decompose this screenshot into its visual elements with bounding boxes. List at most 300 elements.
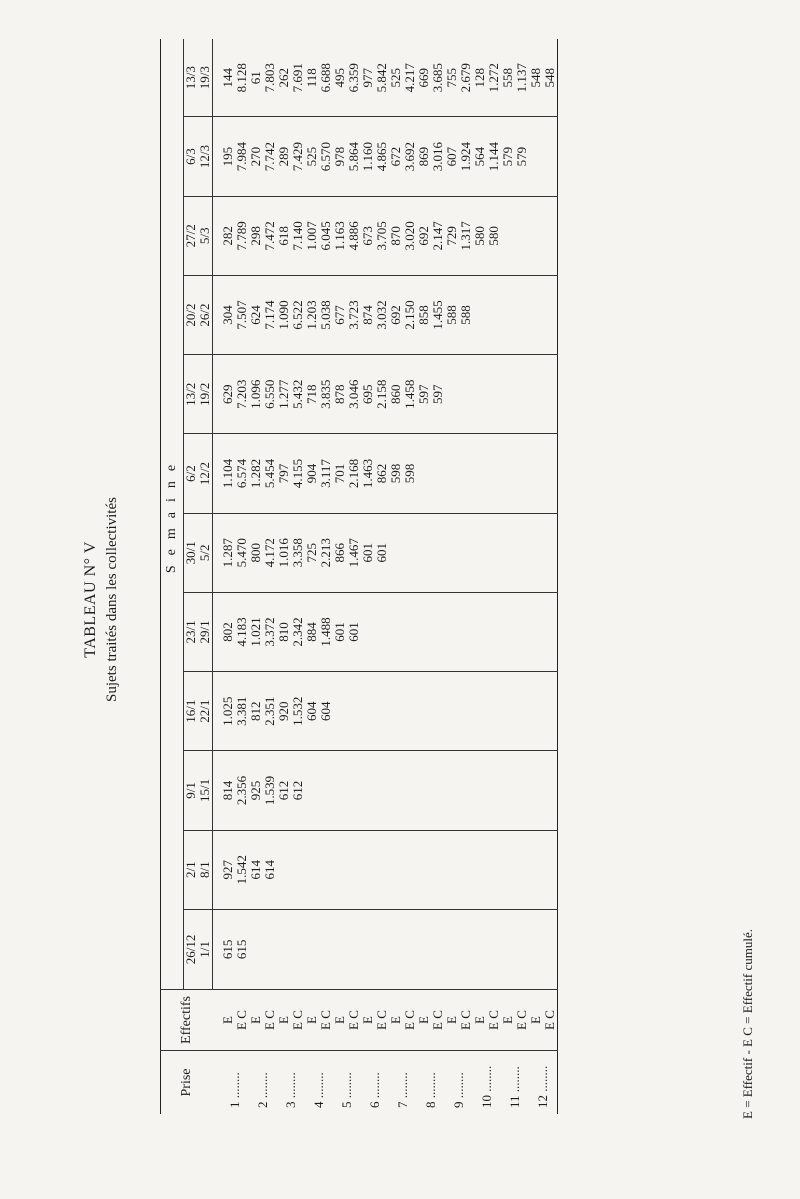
effectif-value: 677 [332,305,347,325]
table-cell [417,830,445,909]
table-cell [389,909,417,989]
cumul-value [487,831,501,909]
table-cell [277,355,305,434]
effectif-value: 718 [304,384,319,405]
footnote: E = Effectif - E C = Effectif cumulé. [740,929,755,1119]
effectif-value [529,197,543,275]
effectif-labels [473,990,501,1051]
effectif-value: 874 [360,305,375,325]
effectif-value: 878 [332,384,347,405]
cumul-value [431,593,445,671]
cumul-value [431,672,445,750]
table-cell [213,751,250,830]
table-cell [501,355,529,434]
cumul-value [403,593,417,671]
effectif-cumule-label: E C [346,1010,361,1030]
table-cell [249,117,277,196]
cumul-value: 4.155 [290,458,305,489]
effectif-value: 597 [416,384,431,405]
table-cell [277,592,305,671]
effectif-value: 692 [416,226,431,246]
effectif-value: 725 [304,543,319,563]
cumul-value [459,355,473,433]
effectif-value [529,117,543,195]
table-cell [333,117,361,196]
week-start: 9/1 [183,782,198,799]
cumul-value [459,593,473,671]
table-cell [445,355,473,434]
cumul-value [347,831,361,909]
effectif-value: 282 [220,226,235,246]
cumul-value [543,831,557,909]
cumul-value: 1.137 [514,63,529,93]
effectif-value: 128 [472,67,487,88]
cumul-value [515,355,529,433]
table-cell [473,434,501,513]
cumul-value [487,910,501,989]
table-cell [501,592,529,671]
effectif-cumule-label: E C [486,1010,501,1030]
effectif-labels [417,990,445,1051]
cumul-value: 5.842 [374,63,389,93]
effectif-labels [249,990,277,1051]
cumul-value [431,910,445,989]
cumul-value: 588 [458,305,473,325]
table-cell [389,672,417,751]
cumul-value: 2.342 [290,617,305,647]
cumul-value [319,751,333,829]
effectif-value: 1.025 [220,696,235,726]
effectif-value [529,672,543,750]
week-start: 6/2 [183,465,198,482]
effectif-value [417,672,431,750]
cumul-value [487,355,501,433]
effectif-value [445,672,459,750]
cumul-value: 3.046 [346,379,361,409]
cumul-value: 604 [318,701,333,721]
week-start: 13/2 [183,382,198,406]
effectif-cumule-label: E C [374,1010,389,1030]
table-cell [333,672,361,751]
table-cell [305,196,333,275]
table-cell [445,275,473,354]
table-cell [529,117,558,196]
cumul-value: 4.183 [234,617,249,647]
effectif-value [501,751,515,829]
cumul-value: 2.150 [402,300,417,330]
cumul-value [319,831,333,909]
effectif-value: 755 [444,67,459,88]
cumul-value [487,593,501,671]
effectif-value: 866 [332,543,347,563]
table-cell [529,275,558,354]
effectif-value: 904 [304,463,319,484]
week-start: 2/1 [183,861,198,878]
cumul-value [459,751,473,829]
effectif-value: 1.160 [360,141,375,172]
table-row [361,39,389,1114]
effectif-value: 525 [304,146,319,167]
table-cell [277,117,305,196]
table-cell [529,196,558,275]
effectif-value [277,910,291,989]
table-cell [277,751,305,830]
week-start: 13/3 [183,66,198,90]
table-cell [361,355,389,434]
effectif-label: E [248,1016,263,1024]
cumul-value: 6.688 [318,63,333,93]
cumul-value [375,831,389,909]
cumul-value: 7.429 [290,141,305,172]
table-cell [361,39,389,117]
table-cell [417,672,445,751]
week-header [184,909,213,989]
cumul-value [543,672,557,750]
effectif-value: 580 [472,226,487,246]
table-cell [389,592,417,671]
cumul-value [487,672,501,750]
week-start: 30/1 [183,541,198,565]
week-end: 19/3 [197,66,212,90]
table-cell [417,117,445,196]
cumul-value [403,514,417,592]
effectif-value [473,672,487,750]
table-cell [389,117,417,196]
week-header [184,355,213,434]
effectif-value [529,831,543,909]
cumul-value: 2.356 [234,775,249,806]
cumul-value: 1.144 [486,141,501,172]
table-cell [529,909,558,989]
cumul-value [375,672,389,750]
effectif-value [305,910,319,989]
cumul-value: 1.458 [402,379,417,409]
table-cell [417,751,445,830]
effectif-value [361,593,375,671]
cumul-value: 3.685 [430,63,445,93]
effectif-value: 195 [220,146,235,167]
cumul-value [403,751,417,829]
cumul-value [403,672,417,750]
week-header [184,196,213,275]
effectif-value [501,672,515,750]
table-cell [445,830,473,909]
effectif-label: E [332,1016,347,1024]
cumul-value: 7.789 [234,221,249,251]
cumul-value [515,276,529,354]
effectif-value: 858 [416,305,431,325]
table-cell [305,513,333,592]
effectif-cumule-label: E C [542,1010,557,1030]
table-cell [277,275,305,354]
table-cell [305,355,333,434]
week-end: 15/1 [197,778,212,803]
table-cell [305,275,333,354]
cumul-value [291,910,305,989]
effectif-value [389,751,403,829]
table-cell [333,513,361,592]
effectif-value: 615 [220,939,235,960]
table-cell [445,909,473,989]
cumul-value [459,514,473,592]
effectif-value [361,831,375,909]
effectif-value: 564 [472,146,487,167]
table-cell [473,672,501,751]
table-cell [473,355,501,434]
effectif-value: 525 [388,67,403,88]
effectif-value [501,197,515,275]
cumul-value [543,276,557,354]
cumul-value [375,910,389,989]
effectif-value: 800 [248,543,263,563]
table-cell [213,275,250,354]
week-header [184,592,213,671]
table-cell [445,513,473,592]
prise-label: 6 ........ [361,1051,389,1115]
table-cell [333,355,361,434]
effectif-label: E [472,1016,487,1024]
cumul-value [375,751,389,829]
effectif-value: 812 [248,701,263,721]
effectif-labels [305,990,333,1051]
effectif-value [361,751,375,829]
cumul-value: 2.147 [430,221,445,251]
effectif-value [529,751,543,829]
cumul-value [543,593,557,671]
cumul-value [347,751,361,829]
effectif-value: 298 [248,226,263,246]
effectif-value: 1.016 [276,538,291,568]
effectif-value: 1.096 [248,379,263,409]
cumul-value: 1.924 [458,141,473,172]
table-cell [361,592,389,671]
week-header [184,513,213,592]
cumul-value: 6.045 [318,221,333,251]
cumul-value: 5.038 [318,300,333,330]
cumul-value: 597 [430,384,445,405]
table-cell [501,275,529,354]
table-cell [389,355,417,434]
effectif-value: 870 [388,226,403,246]
prise-label: 1 ........ [213,1051,250,1115]
table-title: TABLEAU N° V [82,541,99,658]
effectif-value [501,910,515,989]
effectif-value [473,751,487,829]
table-cell [389,513,417,592]
cumul-value: 6.522 [290,300,305,330]
table-cell [529,830,558,909]
cumul-value: 2.679 [458,63,473,93]
effectif-value: 598 [388,463,403,484]
week-end: 19/2 [197,382,212,406]
table-row [445,39,473,1114]
table-cell [501,751,529,830]
effectif-value [501,831,515,909]
week-end: 12/3 [197,145,212,169]
week-header [184,39,213,117]
table-cell [249,592,277,671]
week-header-row [184,39,213,1114]
table-cell [213,196,250,275]
table-cell [529,672,558,751]
cumul-value: 7.984 [234,141,249,172]
cumul-value [487,276,501,354]
table-cell [529,513,558,592]
table-cell [501,196,529,275]
effectif-value [501,355,515,433]
table-cell [417,39,445,117]
effectif-labels [501,990,529,1051]
effectif-labels [529,990,558,1051]
effectif-value: 1.163 [332,221,347,251]
table-row [277,39,305,1114]
table-cell [277,909,305,989]
prise-label: 4 ........ [305,1051,333,1115]
cumul-value [543,514,557,592]
cumul-value: 3.835 [318,379,333,409]
table-cell [529,355,558,434]
effectif-value [305,751,319,829]
effectif-cumule-label: E C [318,1010,333,1030]
effectif-value [501,593,515,671]
effectif-value: 1.090 [276,300,291,330]
cumul-value: 862 [374,463,389,484]
effectif-value [529,514,543,592]
cumul-value: 3.372 [262,617,277,647]
table-row [249,39,277,1114]
effectif-value: 978 [332,146,347,167]
table-cell [417,275,445,354]
effectif-cumule-label: E C [514,1010,529,1030]
cumul-value [459,831,473,909]
cumul-value [487,751,501,829]
cumul-value [375,593,389,671]
table-cell [249,830,277,909]
week-start: 26/12 [183,934,198,965]
cumul-value [515,434,529,512]
prise-label: 10 ........ [473,1051,501,1115]
table-cell [417,196,445,275]
cumul-value [459,910,473,989]
cumul-value: 2.158 [374,379,389,409]
table-cell [305,830,333,909]
effectif-value [529,276,543,354]
effectif-value: 618 [276,226,291,246]
effectif-value: 701 [332,463,347,484]
cumul-value: 5.432 [290,379,305,409]
table-cell [529,39,558,117]
effectif-value [389,910,403,989]
effectif-value: 1.104 [220,458,235,489]
cumul-value: 6.574 [234,458,249,489]
table-cell [305,117,333,196]
table-cell [249,275,277,354]
effectif-value: 810 [276,622,291,642]
effectif-value: 144 [220,67,235,88]
cumul-value: 6.359 [346,63,361,93]
cumul-value [403,910,417,989]
cumul-value [543,197,557,275]
effectif-value [445,910,459,989]
effectif-value: 692 [388,305,403,325]
effectif-value [445,593,459,671]
cumul-value: 7.203 [234,379,249,409]
effectif-value: 1.021 [248,617,263,647]
table-cell [501,434,529,513]
effectif-value [305,831,319,909]
week-end: 1/1 [197,941,212,958]
table-cell [501,909,529,989]
cumul-value: 1.317 [458,221,473,251]
table-cell [473,592,501,671]
table-row [501,39,529,1114]
table-cell [417,355,445,434]
prise-label: 2 ........ [249,1051,277,1115]
prise-label: 8 ........ [417,1051,445,1115]
cumul-value: 1.467 [346,538,361,568]
table-cell [213,117,250,196]
table-row [305,39,333,1114]
table-cell [213,355,250,434]
table-cell [333,909,361,989]
effectif-value [445,514,459,592]
cumul-value: 2.213 [318,538,333,568]
table-cell [305,39,333,117]
week-start: 23/1 [183,620,198,644]
table-cell [333,592,361,671]
effectif-value: 925 [248,780,263,801]
cumul-value: 6.550 [262,379,277,409]
effectif-value [389,593,403,671]
cumul-value: 7.507 [234,300,249,330]
table-cell [213,434,250,513]
table-cell [473,39,501,117]
week-header [184,830,213,909]
effectif-value [417,593,431,671]
effectif-labels [389,990,417,1051]
cumul-value: 1.542 [234,855,249,885]
cumul-value: 598 [402,463,417,484]
effectif-label: E [360,1016,375,1024]
cumul-value: 2.168 [346,458,361,489]
effectif-value [417,434,431,512]
effectif-value: 601 [360,543,375,563]
table-cell [473,513,501,592]
effectif-value: 558 [500,67,515,88]
cumul-value: 7.742 [262,141,277,172]
effectif-value: 669 [416,67,431,88]
effectif-value [333,831,347,909]
effectif-cumule-label: E C [430,1010,445,1030]
table-cell [333,830,361,909]
cumul-value: 579 [514,146,529,167]
effectif-value [473,910,487,989]
effectif-value: 673 [360,226,375,246]
effectif-label: E [528,1016,543,1024]
week-start: 6/3 [183,148,198,165]
week-header [184,751,213,830]
table-cell [501,672,529,751]
cumul-value [515,514,529,592]
table-cell [445,39,473,117]
table-cell [389,39,417,117]
effectif-value: 729 [444,226,459,246]
week-header [184,434,213,513]
effectif-value: 262 [276,67,291,88]
week-end: 8/1 [197,861,212,878]
cumul-value: 7.691 [290,63,305,93]
cumul-value [543,910,557,989]
